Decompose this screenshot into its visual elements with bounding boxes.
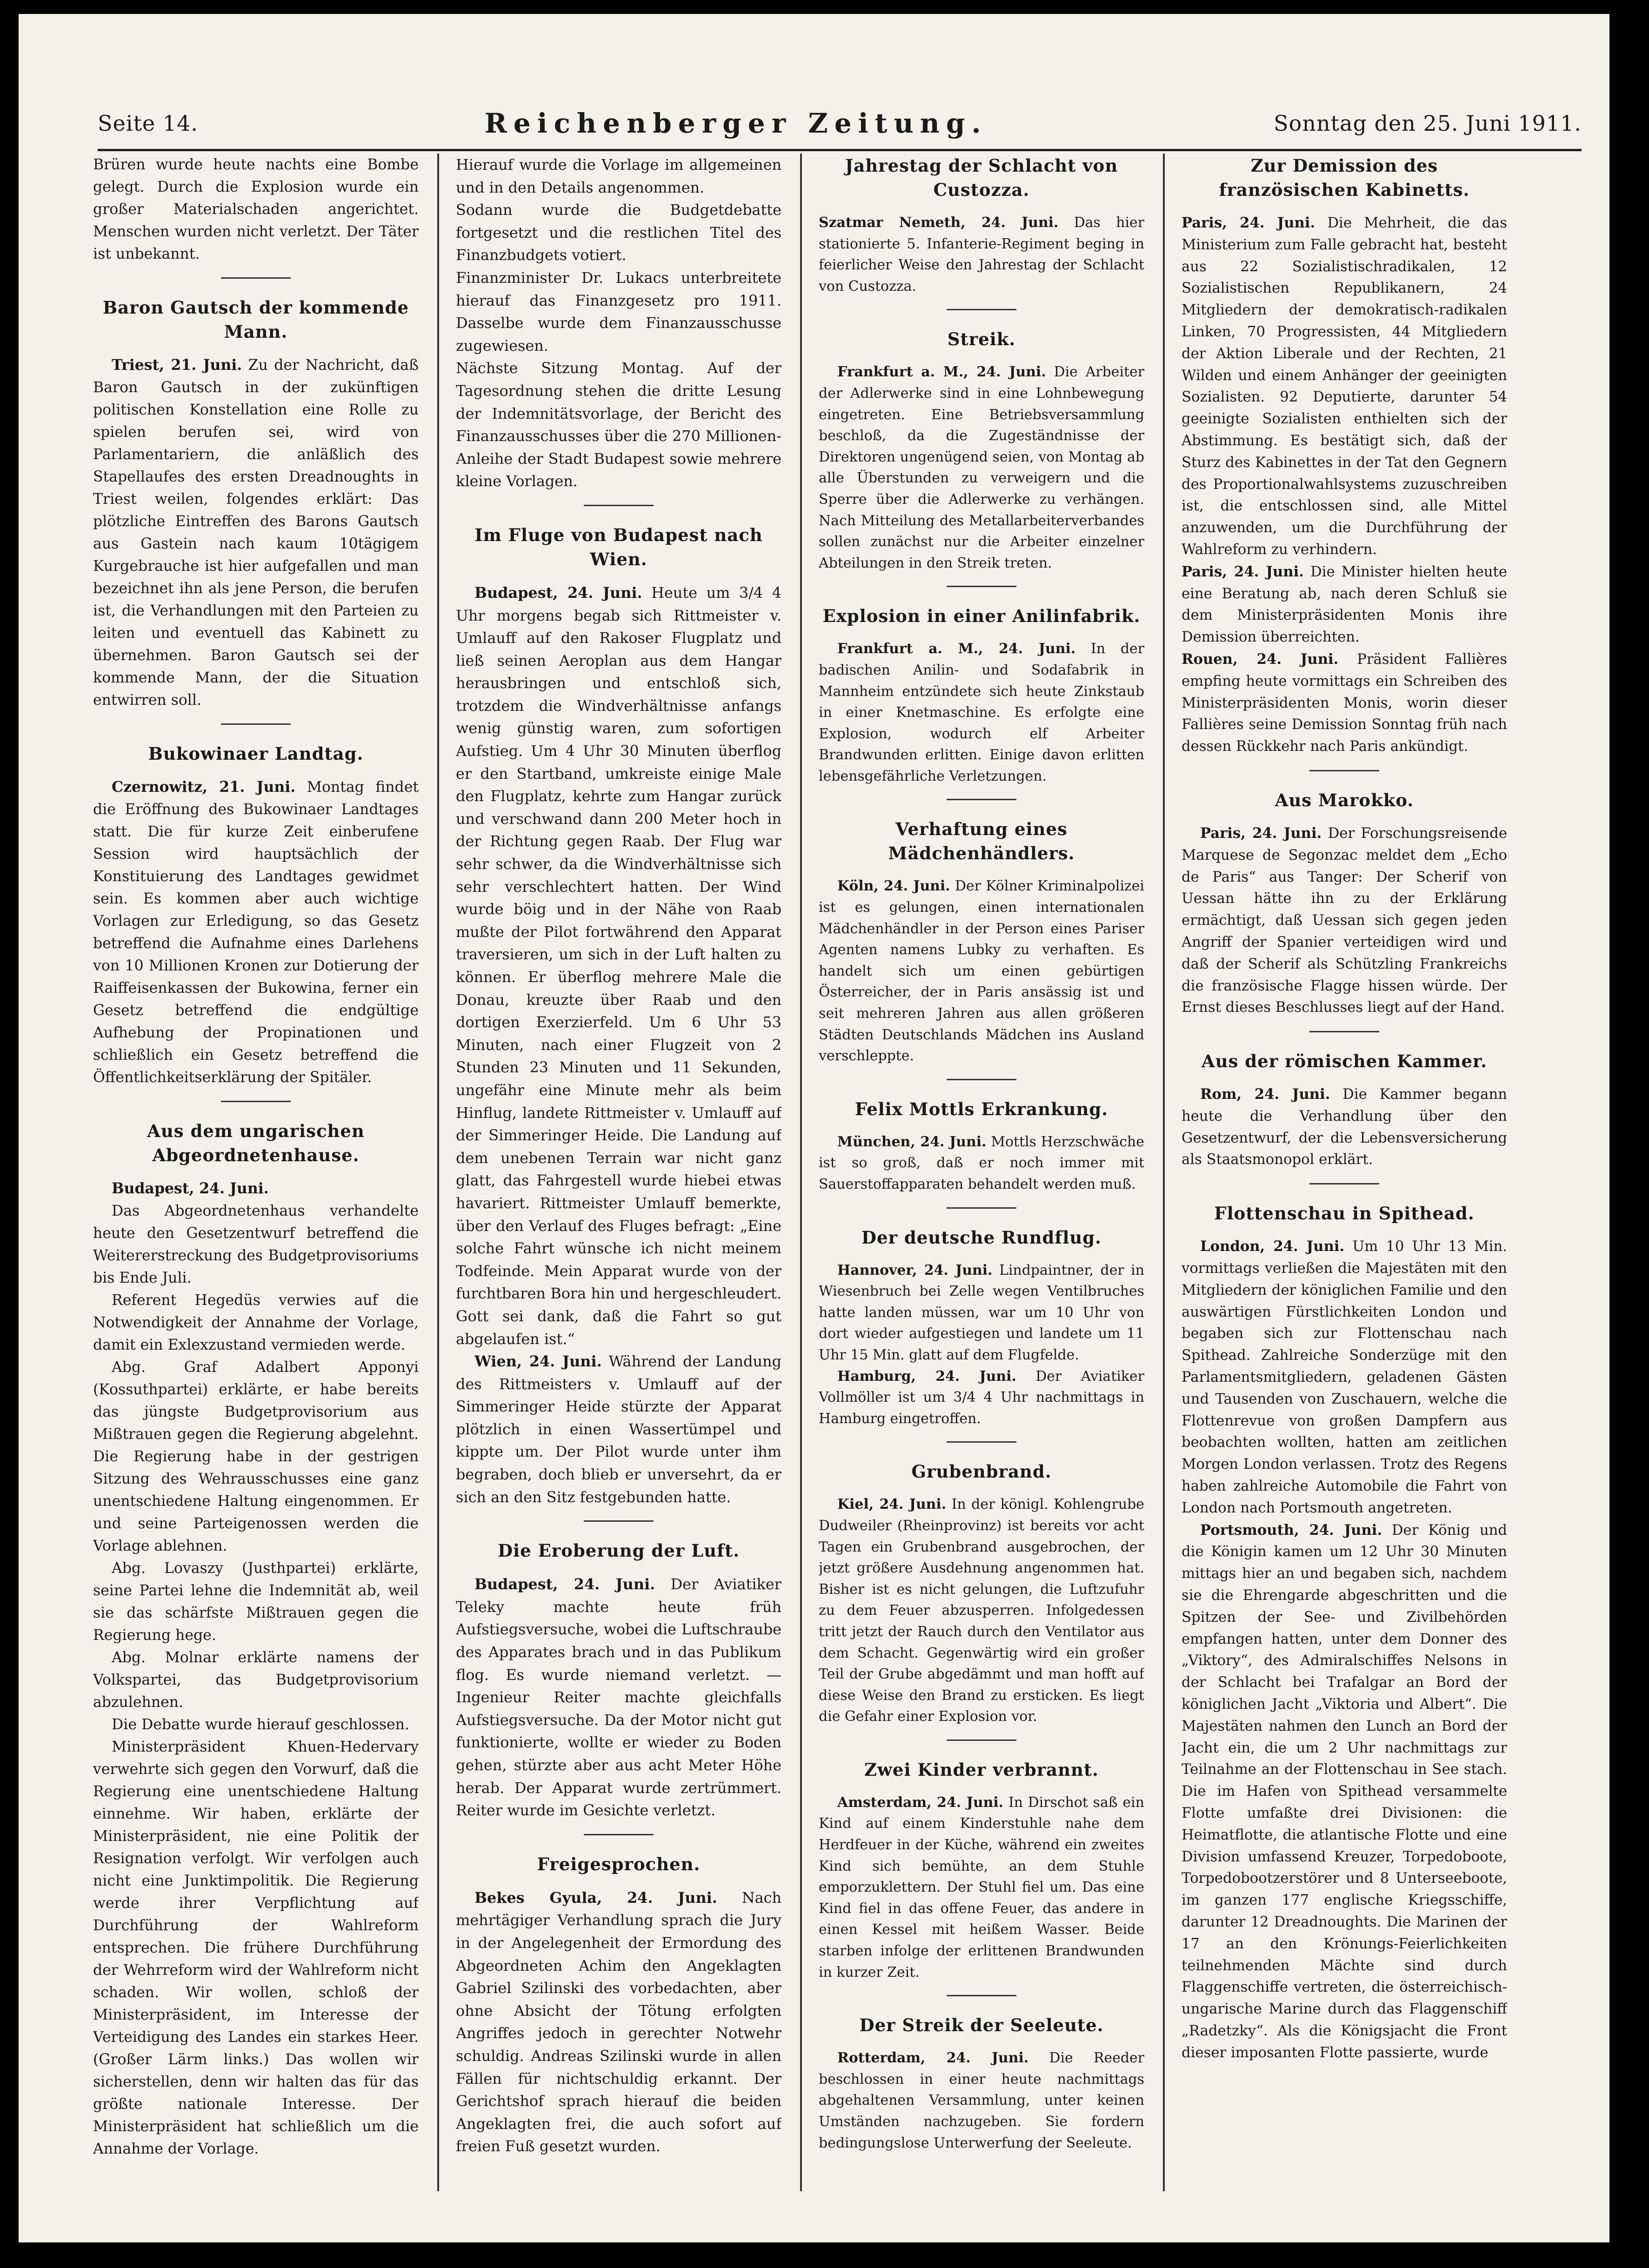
article [1182, 1049, 1507, 1184]
dateline: London, 24. Juni. [1200, 1238, 1345, 1255]
article-separator [584, 505, 654, 506]
article-separator [947, 1441, 1016, 1443]
dateline: Paris, 24. Juni. [1200, 824, 1322, 842]
article-body [93, 1177, 419, 1200]
article-text: Der Aviatiker Vollmöller ist um 3/4 4 Uhr nachmittags in Hamburg eingetroffen. [819, 1368, 1144, 1427]
article-fragment [93, 154, 419, 279]
article-text: Die Reeder beschlossen in einer heute nachmittags abgehaltenen Versammlung, unter keinen Umständen nachzugeben. Sie fordern bedingungslose Unterwerfung der Seeleute. [819, 2050, 1144, 2151]
article-body [1182, 561, 1507, 649]
article-body [456, 1350, 781, 1508]
dateline: Budapest, 24. Juni. [112, 1180, 269, 1197]
article-text: Die Kammer begann heute die Verhandlung über den Gesetzentwurf, der die Lebensversicherung als Staatsmonopol erklärt. [1182, 1086, 1507, 1168]
article-headline: Aus dem ungarischen Abgeordnetenhause. [147, 1121, 365, 1165]
column-divider [800, 154, 802, 2191]
article-headline: Zwei Kinder verbrannt. [864, 1759, 1099, 1780]
article-body [819, 1131, 1144, 1195]
article-headline: Verhaftung eines Mädchenhändlers. [888, 819, 1075, 864]
article-text: Heute um 3/4 4 Uhr morgens begab sich Rittmeister v. Umlauff auf den Rakoser Flugplatz und ließ seinen Aeroplan aus dem Hangar herausbringen und entschloß sich, trotzdem die Windverhältnisse anfangs wenig günstig waren, zum sofortigen Aufstieg. Um 4 Uhr 30 Minuten überflog er den Startband, umkreiste einige Male den Flugplatz, kehrte zum Hangar zurück und verschwand dann 200 Meter hoch in der Richtung gegen Raab. Der Flug war sehr schwer, da die Windverhältnisse sich sehr verschlechtert hatten. Der Wind wurde böig und in der Nähe von Raab mußte der Pilot fortwährend den Apparat traversieren, um sich in der Luft halten zu können. Er überflog mehrere Male die Donau, kreuzte über Raab und den dortigen Exerzierfeld. Um 6 Uhr 53 Minuten, nach einer Flugzeit von 2 Stunden 23 Minuten und 11 Sekunden, ungefähr eine Minute mehr als beim Hinflug, landete Rittmeister v. Umlauff auf der Simmeringer Heide. Die Landung auf dem unebenen Terrain war nicht ganz glatt, das Fahrgestell wurde hiebei etwas havariert. Rittmeister Umlauff bemerkte, über den Verlauf des Fluges befragt: „Eine solche Fahrt wünsche ich nicht meinem Todfeinde. Mein Apparat wurde von der furchtbaren Bora hin und hergeschleudert. Gott sei dank, daß die Fahrt so gut abgelaufen ist.“ [456, 583, 781, 1348]
article-separator [221, 1101, 291, 1102]
issue-date: Sonntag den 25. Juni 1911. [1274, 111, 1582, 136]
article [819, 1459, 1144, 1741]
article-paragraph: Hierauf wurde die Vorlage im allgemeinen und in den Details angenommen. [456, 156, 781, 196]
article-separator [947, 586, 1016, 587]
page-header [98, 98, 1582, 151]
dateline: Bekes Gyula, 24. Juni. [474, 1888, 717, 1907]
article-body [819, 1260, 1144, 1366]
dateline: Paris, 24. Juni. [1182, 563, 1304, 580]
article-headline: Bukowinaer Landtag. [148, 743, 364, 764]
article-paragraph: Referent Hegedüs verwies auf die Notwendigkeit der Annahme der Vorlage, damit ein Exlexzustand vermieden werde. [93, 1292, 419, 1353]
article-body [456, 1887, 781, 2158]
article-headline: Zur Demission des französischen Kabinetts. [1219, 155, 1470, 200]
article-body [1182, 1236, 1507, 1519]
article-paragraph: Sodann wurde die Budgetdebatte fortgesetzt und die restlichen Titel des Finanzbudgets votiert. [456, 201, 781, 264]
article-text: Die Arbeiter der Adlerwerke sind in eine Lohnbewegung eingetreten. Eine Betriebsversammlung beschloß, da die Zugeständnisse der Direktoren ungenügend seien, von Montag ab alle Überstunden zu verweigern und die Sperre über die Adlerwerke zu verhängen. Nach Mitteilung des Metallarbeiterverbandes sollen zunächst nur die Arbeiter einzelner Abteilungen in den Streik treten. [819, 364, 1144, 571]
article [93, 1119, 419, 2160]
article-text: Der Kölner Kriminalpolizei ist es gelungen, einen internationalen Mädchenhändler in der Person eines Pariser Agenten namens Lubky zu verhaften. Es handelt sich um einen gebürtigen Österreicher, der in Paris ansässig ist und seit mehreren Jahren aus allen größeren Städten Deutschlands Mädchen ins Ausland verschleppte. [819, 878, 1144, 1064]
article-text: Während der Landung des Rittmeisters v. Umlauff auf der Simmeringer Heide stürzte der Apparat plötzlich in einen Wassertümpel und kippte um. Der Pilot wurde unter ihm begraben, doch blieb er unversehrt, da er sich an den Sitz festgebunden hatte. [456, 1352, 781, 1506]
column-divider [437, 154, 439, 2191]
article-separator [1309, 1031, 1379, 1032]
dateline: Köln, 24. Juni. [837, 878, 950, 895]
article-paragraph: Abg. Lovaszy (Justhpartei) erklärte, seine Partei lehne die Indemnität ab, weil sie das schärfste Mißtrauen gegen die Regierung hege. [93, 1560, 419, 1644]
article-body: Brüren wurde heute nachts eine Bombe gelegt. Durch die Explosion wurde ein großer Materialschaden angerichtet. Menschen wurden nicht verletzt. Der Täter ist unbekannt. [93, 156, 419, 262]
article-fragment [456, 154, 781, 506]
article-body [1182, 1084, 1507, 1171]
article [819, 2013, 1144, 2154]
article-headline: Baron Gautsch der kommende Mann. [102, 297, 409, 342]
article-paragraph: Finanzminister Dr. Lukacs unterbreitete hierauf das Finanzgesetz pro 1911. Dasselbe wurde dem Finanzausschusse zugewiesen. [456, 268, 781, 355]
article-headline: Im Fluge von Budapest nach Wien. [474, 524, 763, 569]
dateline: Paris, 24. Juni. [1182, 214, 1315, 231]
article-paragraph: Die Debatte wurde hierauf geschlossen. [112, 1716, 409, 1733]
article-headline: Grubenbrand. [911, 1461, 1052, 1482]
article [819, 604, 1144, 800]
article-body [819, 1366, 1144, 1430]
article [1182, 154, 1507, 771]
article-separator [584, 1834, 654, 1835]
article-body [819, 361, 1144, 574]
article-separator [584, 1520, 654, 1522]
dateline: Frankfurt a. M., 24. Juni. [837, 641, 1076, 657]
dateline: Budapest, 24. Juni. [474, 1575, 655, 1593]
article [93, 295, 419, 725]
dateline: Rouen, 24. Juni. [1182, 650, 1339, 668]
article-headline: Streik. [947, 329, 1016, 350]
dateline: Rotterdam, 24. Juni. [837, 2050, 1029, 2067]
column-1 [93, 154, 419, 2191]
article-text: In Dirschot saß ein Kind auf einem Kinderstuhle nahe dem Herdfeuer in der Küche, während ein zweites Kind sich bemühte, an dem Stuhle emporzuklettern. Der Stuhl fiel um. Das eine Kind fiel in das offene Feuer, das andere in einen Kessel mit heißem Wasser. Beide starben infolge der erlittenen Brandwunden in kurzer Zeit. [819, 1794, 1144, 1980]
article-body [819, 1792, 1144, 1983]
article-separator [947, 1995, 1016, 1996]
dateline: Amsterdam, 24. Juni. [837, 1794, 1004, 1811]
article-body [456, 582, 781, 1350]
article-headline: Aus Marokko. [1275, 789, 1414, 810]
article-headline: Jahrestag der Schlacht von Custozza. [845, 155, 1118, 200]
article-body [1182, 649, 1507, 758]
newspaper-title: Reichenberger Zeitung. [484, 107, 988, 139]
article [456, 1539, 781, 1835]
article-text: Der König und die Königin kamen um 12 Uhr 30 Minuten mittags hier an und begaben sich, nachdem sie die Ehrengarde abgeschritten und die Spitzen der See- und Zivilbehörden empfangen hatten, unter dem Donner des „Viktory“, des Admiralschiffes Nelsons in der Schlacht bei Trafalgar an Bord der königlichen Jacht „Viktoria und Albert“. Die Majestäten nahmen den Lunch an Bord der Jacht ein, die um 2 Uhr nachmittags zur Teilnahme an der Flottenschau in See stach. Die im Hafen von Spithead versammelte Flotte umfaßte drei Divisionen: die Heimatflotte, die atlantische Flotte und eine Division umfassend Kreuzer, Torpedoboote, Torpedobootzerstörer und 8 Unterseeboote, im ganzen 177 englische Kriegsschiffe, darunter 12 Dreadnoughts. Die Marinen der 17 an den Krönungs-Feierlichkeiten teilnehmenden Mächte sind durch Flaggenschiffe vertreten, die österreichisch-ungarische Marine durch das Flaggenschiff „Radetzky“. Als die Königsjacht die Front dieser imposanten Flotte passierte, wurde [1182, 1522, 1507, 2061]
article-body [819, 876, 1144, 1066]
article-body [93, 354, 419, 711]
article-separator [947, 1207, 1016, 1209]
dateline: Portsmouth, 24. Juni. [1200, 1521, 1382, 1539]
article-paragraph: Nächste Sitzung Montag. Auf der Tagesordnung stehen die dritte Lesung der Indemnitätsvorlage, der Bericht des Finanzausschusses über die 270 Millionen-Anleihe der Stadt Budapest sowie mehrere kleine Vorlagen. [456, 359, 781, 490]
newspaper-page [19, 14, 1609, 2242]
article-headline: Aus der römischen Kammer. [1201, 1051, 1488, 1072]
dateline: Szatmar Nemeth, 24. Juni. [819, 214, 1059, 231]
article-separator [947, 1079, 1016, 1080]
article [1182, 788, 1507, 1032]
article-separator [1309, 1183, 1379, 1184]
article-separator [947, 309, 1016, 310]
article-paragraph: Abg. Molnar erklärte namens der Volkspartei, das Budgetprovisorium abzulehnen. [93, 1649, 419, 1711]
article-headline: Explosion in einer Anilinfabrik. [822, 606, 1141, 627]
article [1182, 1201, 1507, 2064]
dateline: Rom, 24. Juni. [1200, 1086, 1330, 1103]
article-body [819, 212, 1144, 297]
dateline: Hamburg, 24. Juni. [837, 1368, 1016, 1385]
article [819, 1097, 1144, 1209]
article [819, 817, 1144, 1080]
article-text: Um 10 Uhr 13 Min. vormittags verließen die Majestäten mit den Mitgliedern der königlichen Familie und den auswärtigen Fürstlichkeiten London und begaben sich zur Flottenschau nach Spithead. Zahlreiche Sonderzüge mit den Parlamentsmitgliedern, geladenen Gästen und Tausenden von Zuschauern, welche die Flottenrevue von großen Dampfern aus beobachten wollten, hatten am zeitlichen Morgen London verlassen. Trotz des Regens haben zahlreiche Automobile die Fahrt von London nach Portsmouth angetreten. [1182, 1238, 1507, 1516]
article-text: Präsident Fallières empfing heute vormittags ein Schreiben des Ministerpräsidenten Monis, worin dieser Fallières seine Demission Sonntag früh nach dessen Rückkehr nach Paris ankündigt. [1182, 651, 1507, 755]
article-text: Der Aviatiker Teleky machte heute früh Aufstiegsversuche, wobei die Luftschraube des Apparates brach und in das Publikum flog. Es wurde niemand verletzt. — Ingenieur Reiter machte gleichfalls Aufstiegsversuche. Da der Motor nicht gut funktionierte, wollte er wieder zu Boden gehen, stürzte aber aus acht Meter Höhe herab. Der Apparat wurde zertrümmert. Reiter wurde im Gesichte verletzt. [456, 1575, 781, 1820]
article-body [1182, 1519, 1507, 2064]
article-text: Zu der Nachricht, daß Baron Gautsch in der zukünftigen politischen Konstellation eine Rolle zu spielen berufen sei, wird von Parlamentariern, die anläßlich des Stapellaufes des ersten Dreadnoughts in Triest weilen, folgendes erklärt: Das plötzliche Eintreffen des Barons Gautsch aus Gastein nach kaum 10tägigem Kurgebrauche ist hier aufgefallen und man bezeichnet ihn als jene Person, die berufen ist, die Verhandlungen mit den Parteien zu leiten und eventuell das Kabinett zu übernehmen. Baron Gautsch sei der kommende Mann, der die Situation entwirren soll. [93, 357, 419, 709]
article-body [456, 1573, 781, 1822]
article-headline: Freigesprochen. [537, 1853, 701, 1874]
article-text: Lindpaintner, der in Wiesenbruch bei Zelle wegen Ventilbruches hatte landen müssen, war um 10 Uhr von dort wieder aufgestiegen und landete um 11 Uhr 15 Min. glatt auf dem Flugfelde. [819, 1262, 1144, 1363]
article [456, 1852, 781, 2158]
dateline: Kiel, 24. Juni. [837, 1496, 947, 1513]
article [93, 742, 419, 1102]
article-text: Mottls Herzschwäche ist so groß, daß er noch immer mit Sauerstoffapparaten behandelt werden muß. [819, 1133, 1144, 1192]
dateline: München, 24. Juni. [837, 1133, 987, 1150]
article-body [1182, 212, 1507, 561]
article-text: In der badischen Anilin- und Sodafabrik in Mannheim entzündete sich heute Zinkstaub in einer Knetmaschine. Es erfolgte eine Explosion, wodurch elf Arbeiter Brandwunden erlitten. Einige davon erlitten lebensgefährliche Verletzungen. [819, 641, 1144, 784]
column-divider [1163, 154, 1165, 2191]
article-separator [947, 799, 1016, 800]
article-text: Der Forschungsreisende Marquese de Segonzac meldet dem „Echo de Paris“ aus Tanger: Der Scherif von Uessan hätte ihn zu der Erklärung ermächtigt, daß Uessan sich gegen jeden Angriff der Spanier verteidigen wird und daß der Scherif als Schützling Frankreichs die französische Flagge hissen würde. Der Ernst dieses Beschlusses liegt auf der Hand. [1182, 825, 1507, 1016]
article [819, 327, 1144, 587]
article-text: Nach mehrtägiger Verhandlung sprach die Jury in der Angelegenheit der Ermordung des Abgeordneten Achim den Angeklagten Gabriel Szilinski des vorbedachten, aber ohne Absicht der Tötung erfolgten Angriffes jedoch in gerechter Notwehr schuldig. Andreas Szilinski wurde in allen Fällen für nichtschuldig erkannt. Der Gerichtshof sprach hierauf die beiden Angeklagten frei, die auch sofort auf freien Fuß gesetzt wurden. [456, 1888, 781, 2155]
dateline: Wien, 24. Juni. [474, 1352, 602, 1371]
article-body [819, 2047, 1144, 2154]
article-text: Montag findet die Eröffnung des Bukowinaer Landtages statt. Die für kurze Zeit einberufene Session wird hauptsächlich der Konstituierung des Landtages gewidmet sein. Es kommen aber auch wichtige Vorlagen zur Erledigung, so das Gesetz betreffend die Aufnahme eines Darlehens von 10 Millionen Kronen zur Dotierung der Raiffeisenkassen der Bukowina, ferner ein Gesetz betreffend die endgültige Aufhebung der Propinationen und schließlich ein Gesetz betreffend die Öffentlichkeitserklärung der Spitäler. [93, 779, 419, 1086]
column-4 [1182, 154, 1507, 2191]
article-headline: Der Streik der Seeleute. [859, 2015, 1104, 2036]
article [819, 154, 1144, 310]
article-body [819, 1494, 1144, 1727]
article-paragraph: Ministerpräsident Khuen-Hedervary verwehrte sich gegen den Vorwurf, daß die Regierung eine unentschiedene Haltung einnehme. Wir haben, erklärte der Ministerpräsident, nie eine Politik der Resignation verfolgt. Wir verfolgen auch nicht eine Junktimpolitik. Die Regierung werde ihrer Verpflichtung auf Durchführung der Wahlreform entsprechen. Die frühere Durchführung der Wehrreform wird der Wahlreform nicht schaden. Wir wollen, schloß der Ministerpräsident, im Interesse der Verteidigung des Landes ein starkes Heer. (Großer Lärm links.) Das wollen wir sicherstellen, denn wir halten das für das größte nationale Interesse. Der Ministerpräsident hat schließlich um die Annahme der Vorlage. [93, 1739, 419, 2157]
article-body [93, 776, 419, 1089]
article-headline: Der deutsche Rundflug. [861, 1227, 1102, 1248]
dateline: Triest, 21. Juni. [112, 356, 242, 374]
column-2 [456, 154, 781, 2191]
article-text: Das hier stationierte 5. Infanterie-Regiment beging in feierlicher Weise den Jahrestag der Schlacht von Custozza. [819, 214, 1144, 294]
article-text: In der königl. Kohlengrube Dudweiler (Rheinprovinz) ist bereits vor acht Tagen ein Grubenbrand ausgebrochen, der jetzt größere Ausdehnung angenommen hat. Bisher ist es nicht gelungen, die Luftzufuhr zu dem Feuer abzusperren. Infolgedessen tritt jetzt der Rauch durch den Ventilator aus dem Schacht. Gegenwärtig wird ein großer Teil der Grube abgedämmt und man hofft auf diese Weise den Brand zu ersticken. Es liegt die Gefahr einer Explosion vor. [819, 1496, 1144, 1725]
dateline: Hannover, 24. Juni. [837, 1262, 993, 1278]
article-body [1182, 823, 1507, 1019]
article-text: Die Minister hielten heute eine Beratung ab, nach deren Schluß sie dem Ministerpräsidenten Monis ihre Demission überreichten. [1182, 563, 1507, 646]
article-separator [221, 277, 291, 279]
article-separator [221, 723, 291, 725]
dateline: Budapest, 24. Juni. [474, 583, 642, 602]
article [456, 523, 781, 1522]
dateline: Frankfurt a. M., 24. Juni. [837, 364, 1046, 381]
article-headline: Flottenschau in Spithead. [1214, 1203, 1475, 1224]
page-number: Seite 14. [98, 111, 198, 136]
article-text: Die Mehrheit, die das Ministerium zum Falle gebracht hat, besteht aus 22 Sozialistischradikalen, 12 Sozialistischen Republikanern, 24 Mitgliedern der demokratisch-radikalen Linken, 70 Progressisten, 44 Mitgliedern der Aktion Liberale und der Rechten, 21 Wilden und einem Anhänger der geeinigten Sozialisten. 92 Deputierte, darunter 54 geeinigte Sozialisten enthielten sich der Abstimmung. Es bestätigt sich, daß der Sturz des Kabinettes in der Tat den Gegnern des Proportionalwahlsystems zuzuschreiben ist, die entschlossen sind, alle Mittel anzuwenden, um die Durchführung der Wahlreform zu verhindern. [1182, 215, 1507, 558]
article-body [819, 638, 1144, 787]
article-paragraph: Das Abgeordnetenhaus verhandelte heute den Gesetzentwurf betreffend die Weitererstreckung des Budgetprovisoriums bis Ende Juli. [93, 1203, 419, 1286]
article-separator [1309, 770, 1379, 771]
article-separator [947, 1739, 1016, 1741]
article [819, 1758, 1144, 1996]
article [819, 1225, 1144, 1443]
column-3 [819, 154, 1144, 2191]
article-headline: Felix Mottls Erkrankung. [855, 1098, 1108, 1119]
dateline: Czernowitz, 21. Juni. [112, 778, 296, 796]
article-headline: Die Eroberung der Luft. [498, 1540, 740, 1561]
article-paragraph: Abg. Graf Adalbert Apponyi (Kossuthpartei) erklärte, er habe bereits das jüngste Budgetprovisorium aus Mißtrauen gegen die Regierung abgelehnt. Die Regierung habe in der gestrigen Sitzung des Wehrausschusses eine ganz unentschiedene Haltung eingenommen. Er und seine Parteigenossen werden die Vorlage ablehnen. [93, 1359, 419, 1554]
